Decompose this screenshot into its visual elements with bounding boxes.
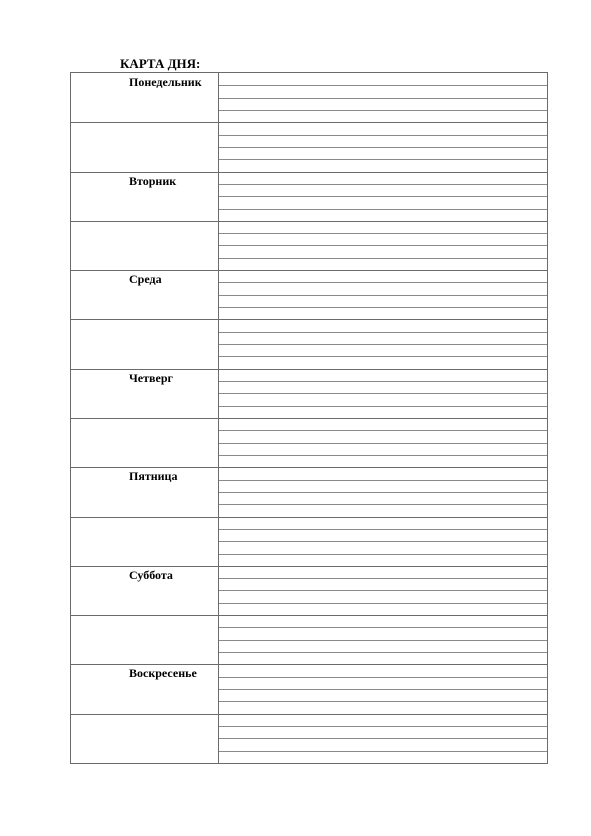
block-separator [71,270,547,271]
writing-line[interactable] [219,147,547,148]
writing-line[interactable] [219,406,547,407]
writing-line[interactable] [219,295,547,296]
day-name: Вторник [129,173,177,188]
day-extra-block [71,517,547,566]
day-name: Среда [129,272,162,287]
day-label-cell [71,122,219,171]
writing-line[interactable] [219,652,547,653]
writing-line[interactable] [219,578,547,579]
day-label-cell [71,714,219,763]
writing-line[interactable] [219,110,547,111]
day-label-cell [71,664,219,713]
block-separator [71,714,547,715]
writing-line[interactable] [219,590,547,591]
writing-line[interactable] [219,455,547,456]
day-label-cell [71,319,219,368]
writing-line[interactable] [219,554,547,555]
writing-line[interactable] [219,689,547,690]
writing-line[interactable] [219,258,547,259]
writing-line[interactable] [219,627,547,628]
day-extra-block [71,615,547,664]
writing-line[interactable] [219,282,547,283]
writing-line[interactable] [219,209,547,210]
writing-line[interactable] [219,332,547,333]
block-separator [71,221,547,222]
writing-line[interactable] [219,196,547,197]
block-separator [71,566,547,567]
day-label-cell [71,566,219,615]
writing-line[interactable] [219,726,547,727]
day-name: Понедельник [129,75,202,89]
day-block [71,566,547,615]
day-extra-block [71,319,547,368]
day-label-cell [71,221,219,270]
block-separator [71,664,547,665]
block-separator [71,517,547,518]
block-separator [71,122,547,123]
writing-line[interactable] [219,184,547,185]
writing-line[interactable] [219,504,547,505]
writing-line[interactable] [219,135,547,136]
day-block [71,467,547,516]
day-name: Воскресенье [129,666,197,681]
writing-line[interactable] [219,85,547,86]
writing-line[interactable] [219,393,547,394]
writing-line[interactable] [219,245,547,246]
day-block [71,73,547,122]
day-label-cell [71,369,219,418]
day-name: Пятница [129,469,178,484]
page-title: КАРТА ДНЯ: [120,56,201,71]
writing-line[interactable] [219,98,547,99]
writing-line[interactable] [219,751,547,752]
day-block [71,369,547,418]
day-planner-table [70,72,548,764]
writing-line[interactable] [219,443,547,444]
day-extra-block [71,714,547,763]
writing-line[interactable] [219,480,547,481]
day-extra-block [71,122,547,171]
writing-line[interactable] [219,430,547,431]
day-label-cell [71,467,219,516]
day-label-cell [71,615,219,664]
day-name: Четверг [129,370,173,385]
writing-line[interactable] [219,159,547,160]
block-separator [71,418,547,419]
writing-line[interactable] [219,677,547,678]
block-separator [71,615,547,616]
block-separator [71,369,547,370]
day-label-cell [71,418,219,467]
day-block [71,664,547,713]
day-label-cell [71,270,219,319]
writing-line[interactable] [219,356,547,357]
day-block [71,172,547,221]
writing-line[interactable] [219,529,547,530]
day-name: Суббота [129,567,173,582]
writing-line[interactable] [219,381,547,382]
day-label-cell [71,172,219,221]
writing-line[interactable] [219,738,547,739]
writing-line[interactable] [219,541,547,542]
writing-line[interactable] [219,492,547,493]
day-extra-block [71,418,547,467]
block-separator [71,467,547,468]
day-extra-block [71,221,547,270]
day-block [71,270,547,319]
block-separator [71,172,547,173]
writing-line[interactable] [219,640,547,641]
day-label-cell [71,73,219,122]
writing-line[interactable] [219,603,547,604]
day-label-cell [71,517,219,566]
writing-line[interactable] [219,307,547,308]
writing-line[interactable] [219,233,547,234]
writing-line[interactable] [219,344,547,345]
writing-line[interactable] [219,701,547,702]
block-separator [71,319,547,320]
